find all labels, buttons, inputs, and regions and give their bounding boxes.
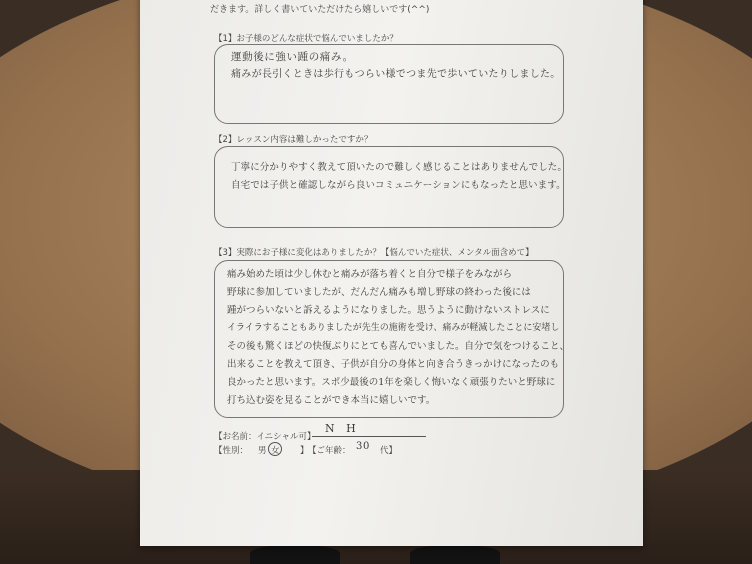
q1-answer-line: 運動後に強い踵の痛み。 [231, 51, 354, 63]
q1-answer-line: 痛みが長引くときは歩行もつらい様でつま先で歩いていたりしました。 [231, 69, 561, 80]
q3-answer-line: 出来ることを教えて頂き、子供が自分の身体と向き合うきっかけになったのも [227, 359, 560, 370]
age-value: 30 [356, 441, 370, 452]
q3-answer-line: その後も驚くほどの快復ぶりにとても喜んでいました。自分で気をつけること、 [227, 341, 570, 352]
q3-answer-line: 痛み始めた頃は少し休むと痛みが落ち着くと自分で様子をみながら [227, 269, 513, 280]
q3-title: 【3】実際にお子様に変化はありましたか？【悩んでいた症状、メンタル面含めて】 [214, 248, 534, 258]
q3-answer-line: 打ち込む姿を見ることができ本当に嬉しいです。 [227, 395, 436, 406]
survey-sheet [140, 0, 643, 546]
right-shoe [410, 545, 500, 564]
gender-label: 【性別： [214, 446, 249, 456]
gender-close: 】 [300, 446, 309, 456]
q2-answer-line: 丁寧に分かりやすく教えて頂いたので難しく感じることはありませんでした。 [231, 162, 568, 173]
q3-answer-line: イライラすることもありましたが先生の施術を受け、痛みが軽減したことに安堵し [227, 323, 560, 333]
name-underline [312, 436, 426, 437]
q3-answer-line: 良かったと思います。スポ少最後の1年を楽しく悔いなく頑張りたいと野球に [227, 377, 556, 388]
gender-male: 男 [258, 446, 267, 456]
q1-title: 【1】お子様のどんな症状で悩んでいましたか？ [214, 34, 398, 44]
q3-answer-line: 踵がつらいないと訴えるようになりました。思うように動けないストレスに [227, 305, 550, 316]
name-label: 【お名前：イニシャル可】 [214, 432, 316, 442]
age-label: 【ご年齢： [308, 446, 351, 456]
intro-line: だきます。詳しく書いていただけたら嬉しいです(^^) [210, 5, 430, 15]
q3-answer-line: 野球に参加していましたが、だんだん痛みも増し野球の終わった後には [227, 287, 531, 298]
age-unit: 代】 [380, 446, 398, 456]
q1-answer-box [214, 44, 564, 124]
q2-answer-box [214, 146, 568, 228]
q2-title: 【2】レッスン内容は難しかったですか？ [214, 135, 373, 145]
q2-answer-line: 自宅では子供と確認しながら良いコミュニケーションにもなったと思います。 [231, 180, 566, 191]
left-shoe [250, 545, 340, 564]
name-value: N H [325, 422, 360, 435]
q3-answer-box [214, 260, 570, 418]
gender-female: 女 [271, 446, 280, 456]
female-circle-mark [268, 442, 282, 456]
